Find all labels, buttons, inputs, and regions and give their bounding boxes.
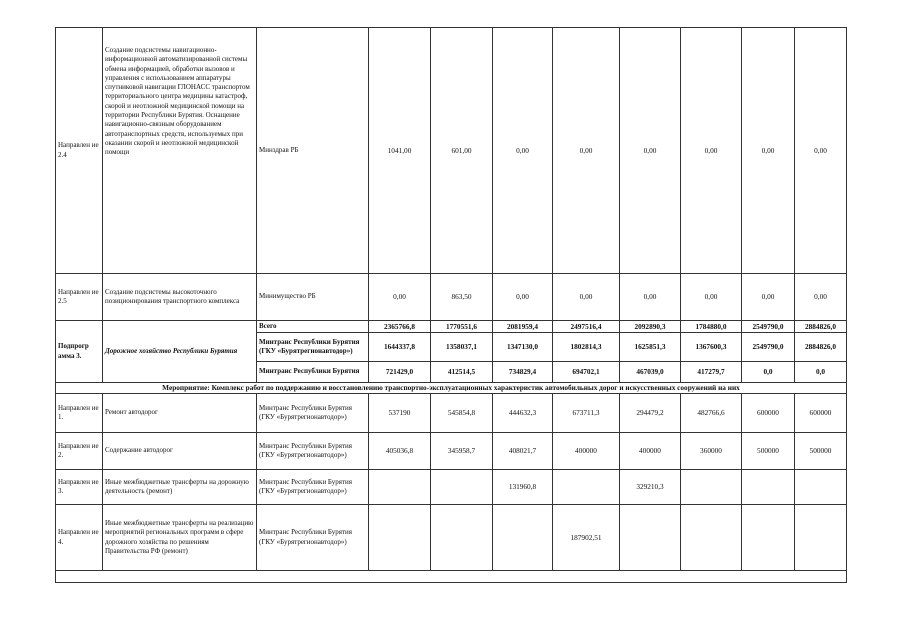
value-cell: 329210,3 <box>620 470 681 505</box>
value-cell: 0,00 <box>553 274 620 321</box>
value-cell: 2081959,4 <box>493 321 553 333</box>
table-row <box>56 28 847 274</box>
subprogram-name: Дорожное хозяйство Республики Бурятия <box>103 321 257 383</box>
value-cell <box>742 470 795 505</box>
value-cell: 1347130,0 <box>493 333 553 362</box>
table-row <box>56 505 847 571</box>
value-cell: 482766,6 <box>681 394 742 433</box>
value-cell: 1367600,3 <box>681 333 742 362</box>
value-cell: 673711,3 <box>553 394 620 433</box>
row-code: Направлен ие 2. <box>56 433 103 470</box>
value-cell <box>369 505 431 571</box>
value-cell: 2549790,0 <box>742 321 795 333</box>
row-org: Минтранс Республики Бурятия (ГКУ «Бурятрегионавтодор») <box>257 394 369 433</box>
value-cell: 500000 <box>795 433 847 470</box>
value-cell <box>431 505 493 571</box>
value-cell: 0,00 <box>493 274 553 321</box>
value-cell: 360000 <box>681 433 742 470</box>
value-cell: 2497516,4 <box>553 321 620 333</box>
value-cell: 0,00 <box>369 274 431 321</box>
value-cell: 1625851,3 <box>620 333 681 362</box>
value-cell <box>620 505 681 571</box>
value-cell <box>681 470 742 505</box>
value-cell: 0,00 <box>742 274 795 321</box>
table-row <box>56 394 847 433</box>
value-cell: 187902,51 <box>553 505 620 571</box>
value-cell: 444632,3 <box>493 394 553 433</box>
measure-title: Мероприятие: Комплекс работ по поддержанию и восстановлению транспортно-эксплуатационных характеристик автомобильных дорог и искусственных сооружений на них <box>56 383 847 394</box>
value-cell: 0,0 <box>742 362 795 383</box>
value-cell <box>493 505 553 571</box>
table-row <box>56 274 847 321</box>
row-name: Иные межбюджетные трансферты на реализацию мероприятий региональных программ в сфере дорожного хозяйства по решениям Правительства РФ (ремонт) <box>103 505 257 571</box>
value-cell: 2092890,3 <box>620 321 681 333</box>
value-cell: 0,00 <box>620 274 681 321</box>
value-cell: 2884826,0 <box>795 321 847 333</box>
value-cell: 294479,2 <box>620 394 681 433</box>
row-name: Создание подсистемы высокоточного позиционирования транспортного комплекса <box>103 274 257 321</box>
row-name: Создание подсистемы навигационно-информационной автоматизированной системы обмена информацией, обработки вызовов и управления с использованием аппаратуры спутниковой навигации ГЛОНАСС транспортом территориального центра медицины катастроф, скорой и неотложной медицинской помощи на территории Республики Бурятия. Оснащение навигационно-связным оборудованием автотранспортных средств, используемых при оказании скорой и неотложной медицинской помощи <box>103 28 257 274</box>
value-cell: 1770551,6 <box>431 321 493 333</box>
value-cell: 721429,0 <box>369 362 431 383</box>
value-cell: 863,50 <box>431 274 493 321</box>
row-code: Направлен ие 3. <box>56 470 103 505</box>
value-cell: 0,00 <box>742 28 795 274</box>
value-cell: 1644337,8 <box>369 333 431 362</box>
row-code: Направлен ие 2.4 <box>56 28 103 274</box>
value-cell: 1802814,3 <box>553 333 620 362</box>
table-row <box>56 433 847 470</box>
value-cell <box>795 505 847 571</box>
value-cell: 412514,5 <box>431 362 493 383</box>
value-cell: 2549790,0 <box>742 333 795 362</box>
value-cell: 0,00 <box>795 28 847 274</box>
value-cell: 537190 <box>369 394 431 433</box>
value-cell: 600000 <box>742 394 795 433</box>
value-cell: 131960,8 <box>493 470 553 505</box>
value-cell: 1041,00 <box>369 28 431 274</box>
value-cell: 601,00 <box>431 28 493 274</box>
value-cell <box>742 505 795 571</box>
value-cell: 1358037,1 <box>431 333 493 362</box>
value-cell: 467039,0 <box>620 362 681 383</box>
value-cell: 417279,7 <box>681 362 742 383</box>
row-name: Содержание автодорог <box>103 433 257 470</box>
row-code: Направлен ие 1. <box>56 394 103 433</box>
row-org: Минтранс Республики Бурятия <box>257 362 369 383</box>
value-cell: 408021,7 <box>493 433 553 470</box>
value-cell <box>369 470 431 505</box>
value-cell: 0,00 <box>681 274 742 321</box>
row-org: Минимущество РБ <box>257 274 369 321</box>
value-cell: 0,00 <box>553 28 620 274</box>
value-cell: 400000 <box>553 433 620 470</box>
empty-cell <box>56 571 847 583</box>
row-code: Направлен ие 2.5 <box>56 274 103 321</box>
row-code: Направлен ие 4. <box>56 505 103 571</box>
value-cell: 400000 <box>620 433 681 470</box>
value-cell: 600000 <box>795 394 847 433</box>
table-row <box>56 470 847 505</box>
value-cell: 0,00 <box>795 274 847 321</box>
row-org: Минздрав РБ <box>257 28 369 274</box>
row-name: Иные межбюджетные трансферты на дорожную деятельность (ремонт) <box>103 470 257 505</box>
value-cell: 345958,7 <box>431 433 493 470</box>
value-cell: 2884826,0 <box>795 333 847 362</box>
value-cell <box>431 470 493 505</box>
value-cell: 0,00 <box>493 28 553 274</box>
empty-row <box>56 571 847 583</box>
value-cell: 1784880,0 <box>681 321 742 333</box>
row-name: Ремонт автодорог <box>103 394 257 433</box>
row-org: Минтранс Республики Бурятия (ГКУ «Бурятрегионавтодор») <box>257 433 369 470</box>
value-cell: 0,00 <box>681 28 742 274</box>
subprogram-row-total <box>56 321 847 333</box>
value-cell <box>681 505 742 571</box>
budget-table <box>55 27 847 583</box>
value-cell: 0,00 <box>620 28 681 274</box>
value-cell <box>553 470 620 505</box>
value-cell: 500000 <box>742 433 795 470</box>
row-org: Всего <box>257 321 369 333</box>
value-cell <box>795 470 847 505</box>
value-cell: 2365766,8 <box>369 321 431 333</box>
value-cell: 694702,1 <box>553 362 620 383</box>
row-org: Минтранс Республики Бурятия (ГКУ «Бурятрегионавтодор») <box>257 333 369 362</box>
value-cell: 545854,8 <box>431 394 493 433</box>
measure-row <box>56 383 847 394</box>
row-org: Минтранс Республики Бурятия (ГКУ «Бурятрегионавтодор») <box>257 470 369 505</box>
row-org: Минтранс Республики Бурятия (ГКУ «Бурятрегионавтодор») <box>257 505 369 571</box>
value-cell: 734829,4 <box>493 362 553 383</box>
value-cell: 0,0 <box>795 362 847 383</box>
subprogram-code: Подпрогр амма 3. <box>56 321 103 383</box>
value-cell: 405036,8 <box>369 433 431 470</box>
